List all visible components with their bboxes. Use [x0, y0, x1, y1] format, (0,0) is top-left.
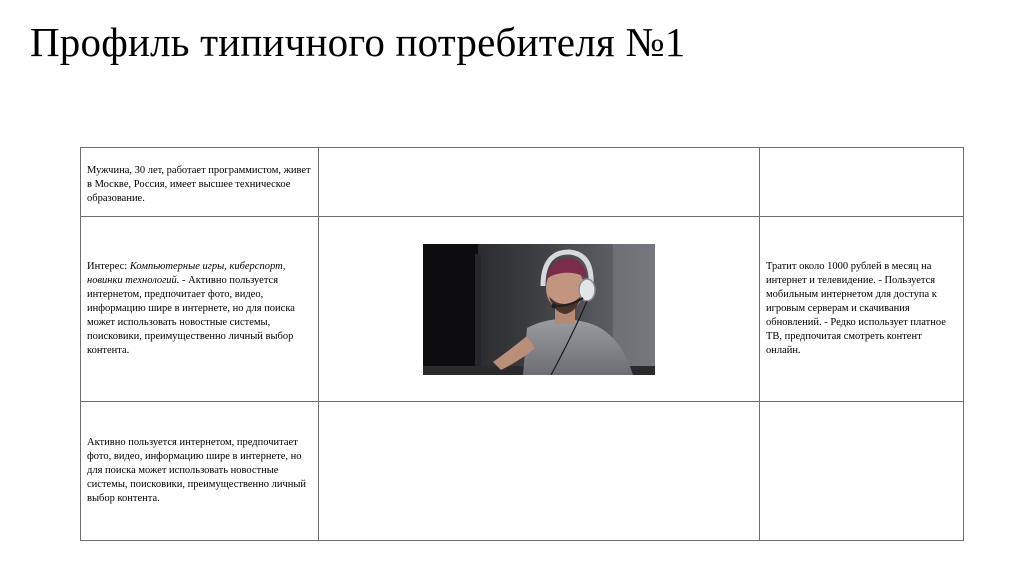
table-row	[81, 402, 964, 541]
consumer-profile-table	[80, 147, 964, 541]
demographics-cell	[81, 148, 319, 217]
table-row	[81, 217, 964, 402]
interests-text	[87, 260, 312, 358]
interests-prefix: Интерес:	[87, 261, 130, 272]
slide-title: Профиль типичного потребителя №1	[30, 19, 686, 65]
interests-description: - Активно пользуется интернетом, предпочитает фото, видео, информацию шире в интернете, но для поиска может использовать новостные системы, поисковики, преимущественно личный выбор контента.	[87, 275, 295, 356]
spending-cell	[760, 217, 964, 402]
empty-cell	[760, 148, 964, 217]
empty-cell	[319, 148, 760, 217]
demographics-text: Мужчина, 30 лет, работает программистом, живет в Москве, Россия, имеет высшее техническое образование.	[87, 165, 311, 204]
internet-usage-cell	[81, 402, 319, 541]
spending-text: Тратит около 1000 рублей в месяц на интернет и телевидение. - Пользуется мобильным интернетом для доступа к игровым серверам и скачивания обновлений. - Редко использует платное ТВ, предпочитая смотреть контент онлайн.	[766, 261, 946, 356]
interests-cell	[81, 217, 319, 402]
table-row	[81, 148, 964, 217]
empty-cell	[319, 402, 760, 541]
interests-list: Компьютерные игры, киберспорт, новинки технологий.	[87, 261, 286, 286]
gamer-photo	[423, 244, 655, 375]
empty-cell	[760, 402, 964, 541]
internet-usage-text: Активно пользуется интернетом, предпочитает фото, видео, информацию шире в интернете, но для поиска может использовать новостные системы, поисковики, преимущественно личный выбор контента.	[87, 437, 307, 504]
photo-cell	[319, 217, 760, 402]
